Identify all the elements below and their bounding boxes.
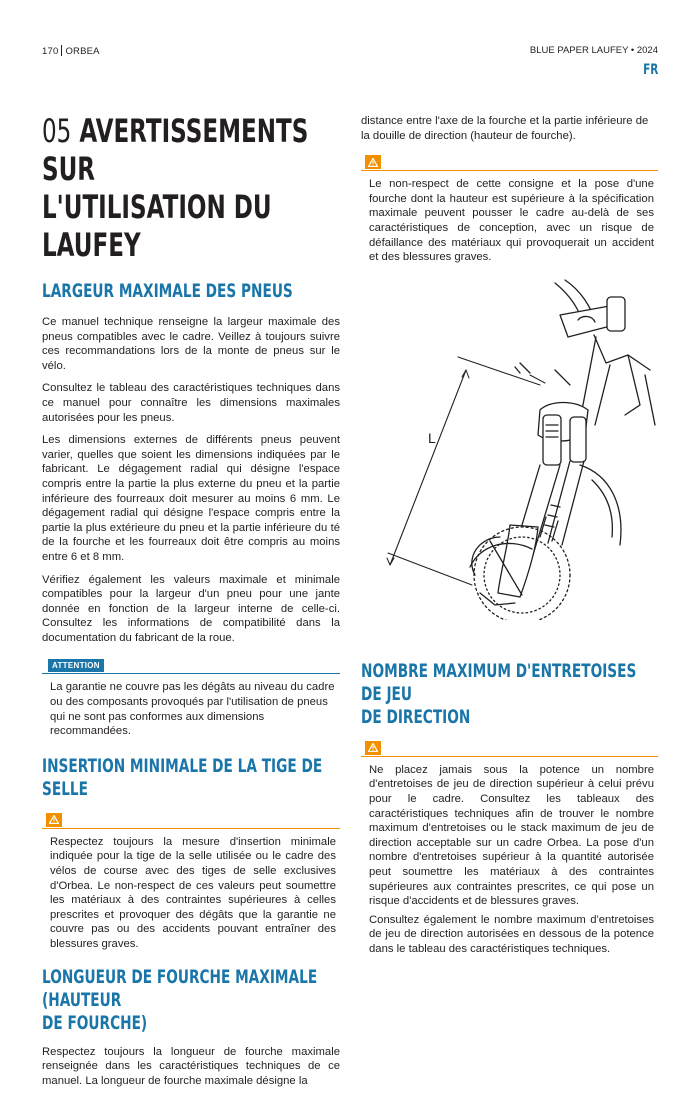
attention-label: ATTENTION [48, 659, 104, 672]
spacers-heading-line2: DE DIRECTION [361, 705, 471, 728]
fork-heading-line2: DE FOURCHE) [42, 1011, 148, 1034]
brand-name: ORBEA [65, 46, 100, 57]
page-title-line1: AVERTISSEMENTS SUR [42, 112, 309, 188]
tire-paragraph-1: Ce manuel technique renseigne la largeur maximale des pneus compatibles avec le cadre. Veillez à toujours suivre ces recommandations lors de la monte de pneus sur le vélo. [42, 316, 340, 372]
spacers-paragraph: Consultez également le nombre maximum d'entretoises de jeu de direction autorisées en dessous de la potence dans le tableau des caractéristiques techniques. [369, 913, 654, 955]
page-title-line2: L'UTILISATION DU LAUFEY [42, 188, 272, 264]
attention-box [42, 655, 340, 738]
warning-icon [365, 741, 381, 755]
chapter-number: 05 [42, 112, 72, 150]
spacers-warning-text: Ne placez jamais sous la potence un nombre d'entretoises de jeu de direction supérieur à celui prévu pour le cadre. Consultez les tableaux des caractéristiques techniques afin de trouver le nombre maximum d'entretoises ou le stack maximum de jeu de direction acceptable sur un cadre Orbea. La pose d'un nombre d'entretoises supérieur à la quantité autorisée peut soumettre les matériaux à des contraintes supérieures aux contraintes prescrites, ce qui pose un risque d'accidents et de blessures graves. [369, 763, 654, 908]
warning-icon [46, 813, 62, 827]
language-code: FR [642, 62, 658, 78]
tire-paragraph-2: Consultez le tableau des caractéristiques techniques dans ce manuel pour connaître les dimensions maximales autorisées pour les pneus. [42, 382, 340, 424]
fork-paragraph-1: Respectez toujours la longueur de fourche maximale renseignée dans les caractéristiques techniques de ce manuel. La longueur de fourche maximale désigne la [42, 1045, 340, 1087]
fork-paragraph-continued: distance entre l'axe de la fourche et la partie inférieure de la douille de direction (hauteur de fourche). [361, 115, 649, 142]
page-number: 170 [42, 46, 59, 57]
seatpost-warning-text: Respectez toujours la mesure d'insertion minimale indiquée pour la tige de la selle utilisée ou le cadre des vélos de course avec des tiges de selle exclusives d'Orbea. Le non-respect de ces valeurs peut soumettre les matériaux à des contraintes supérieures à celles prescrites et provoquer des dégâts que la garantie ne couvre pas ou des accidents pouvant entraîner des blessures graves. [50, 835, 336, 950]
warning-icon [365, 155, 381, 169]
tire-width-heading: LARGEUR MAXIMALE DES PNEUS [42, 280, 293, 302]
fork-warning-header [361, 155, 658, 171]
attention-divider [42, 673, 340, 674]
header-left [42, 45, 100, 57]
fork-heading-line1: LONGUEUR DE FOURCHE MAXIMALE (HAUTEUR [42, 965, 318, 1011]
warning-divider [361, 170, 658, 171]
spacers-warning-header [361, 741, 658, 757]
tire-paragraph-3: Les dimensions externes de différents pneus peuvent varier, quelles que soient les dimensions indiquées par le fabricant. Le dégagement radial qui désigne l'espace compris entre la partie la plus externe du pneu et la partie inférieure des fourreaux doit mesurer au moins 6 mm. Le dégagement radial qui désigne l'espace compris entre la partie la plus extérieure du pneu et la partie inférieure du té de la fourche et les fourreaux doit être compris au moins entre 6 et 8 mm. [42, 434, 340, 563]
seatpost-heading: INSERTION MINIMALE DE LA TIGE DE SELLE [42, 754, 323, 800]
document-title: BLUE PAPER LAUFEY • 2024 [529, 45, 658, 56]
tire-paragraph-4: Vérifiez également les valeurs maximale et minimale compatibles pour la largeur d'un pneu pour une jante donnée en fonction de la largeur interne de celle-ci. Consultez les informations de compatibilité dans la documentation du fabricant de la roue. [42, 573, 340, 644]
attention-text: La garantie ne couvre pas les dégâts au niveau du cadre ou des composants provoqués par l'utilisation de pneus qui ne sont pas conformes aux dimensions recommandées. [50, 681, 335, 738]
header-divider [61, 45, 62, 56]
fork-length-label: L [428, 430, 436, 446]
fork-length-diagram [370, 275, 660, 620]
warning-divider [42, 828, 340, 829]
warning-divider [361, 756, 658, 757]
left-column [42, 112, 340, 1096]
seatpost-warning-header [42, 813, 340, 829]
fork-length-heading [42, 966, 340, 1035]
spacers-heading-line1: NOMBRE MAXIMUM D'ENTRETOISES DE JEU [361, 659, 637, 705]
page-title [42, 112, 340, 264]
spacers-heading [361, 660, 659, 729]
fork-warning-text: Le non-respect de cette consigne et la pose d'une fourche dont la hauteur est supérieure à la spécification maximale peuvent pousser le cadre au-delà de ses caractéristiques de conception, avec un risque de défaillance des matériaux qui provoquerait un accident et des blessures graves. [369, 178, 654, 264]
